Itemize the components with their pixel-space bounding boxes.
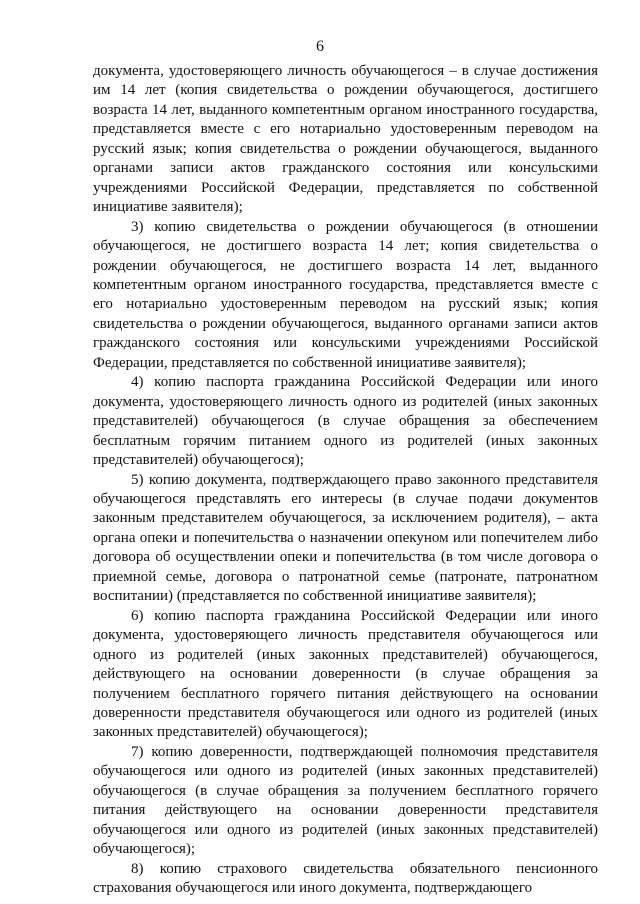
document-body [93, 62, 598, 898]
paragraph-item-5: 5) копию документа, подтверждающего право законного представителя обучающегося представлять его интересы (в случае подачи документов законным представителем обучающегося, за исключением родителя), – акта органа опеки и попечительства о назначении опекуном или попечителем либо договора об осуществлении опеки и попечительства (в том числе договора о приемной семье, договора о патронатной семье (патронате, патронатном воспитании) (представляется по собственной инициативе заявителя); [93, 471, 598, 605]
paragraph-continuation: документа, удостоверяющего личность обучающегося – в случае достижения им 14 лет (копия свидетельства о рождении обучающегося, достигшего возраста 14 лет, выданного компетентным органом иностранного государства, представляется вместе с его нотариально удостоверенным переводом на русский язык; копия свидетельства о рождении обучающегося, выданного органами записи актов гражданского состояния или консульскими учреждениями Российской Федерации, представляется по собственной инициативе заявителя); [93, 63, 598, 216]
page-number: 6 [316, 38, 324, 55]
paragraph-item-6: 6) копию паспорта гражданина Российской Федерации или иного документа, удостоверяющего личность представителя обучающегося или одного из родителей (иных законных представителей) обучающегося, действующего на основании доверенности (в случае обращения за получением бесплатного горячего питания действующего на основании доверенности представителя обучающегося или одного из родителей (иных законных представителей) обучающегося); [93, 607, 598, 741]
paragraph-item-8: 8) копию страхового свидетельства обязательного пенсионного страхования обучающегося или иного документа, подтверждающего [93, 860, 598, 897]
paragraph-item-4: 4) копию паспорта гражданина Российской Федерации или иного документа, удостоверяющего личность одного из родителей (иных законных представителей) обучающегося (в случае обращения за обеспечением бесплатным горячим питанием одного из родителей (иных законных представителей) обучающегося); [93, 374, 598, 469]
paragraph-item-7: 7) копию доверенности, подтверждающей полномочия представителя обучающегося или одного из родителей (иных законных представителей) обучающегося (в случае обращения за получением бесплатного горячего питания действующего на основании доверенности представителя обучающегося или одного из родителей (иных законных представителей) обучающегося); [93, 743, 598, 858]
paragraph-item-3: 3) копию свидетельства о рождении обучающегося (в отношении обучающегося, не достигшего возраста 14 лет; копия свидетельства о рождении обучающегося, не достигшего возраста 14 лет, выданного компетентным органом иностранного государства, представляется вместе с его нотариально удостоверенным переводом на русский язык; копия свидетельства о рождении обучающегося, выданного органами записи актов гражданского состояния или консульскими учреждениями Российской Федерации, представляется по собственной инициативе заявителя); [93, 218, 598, 371]
